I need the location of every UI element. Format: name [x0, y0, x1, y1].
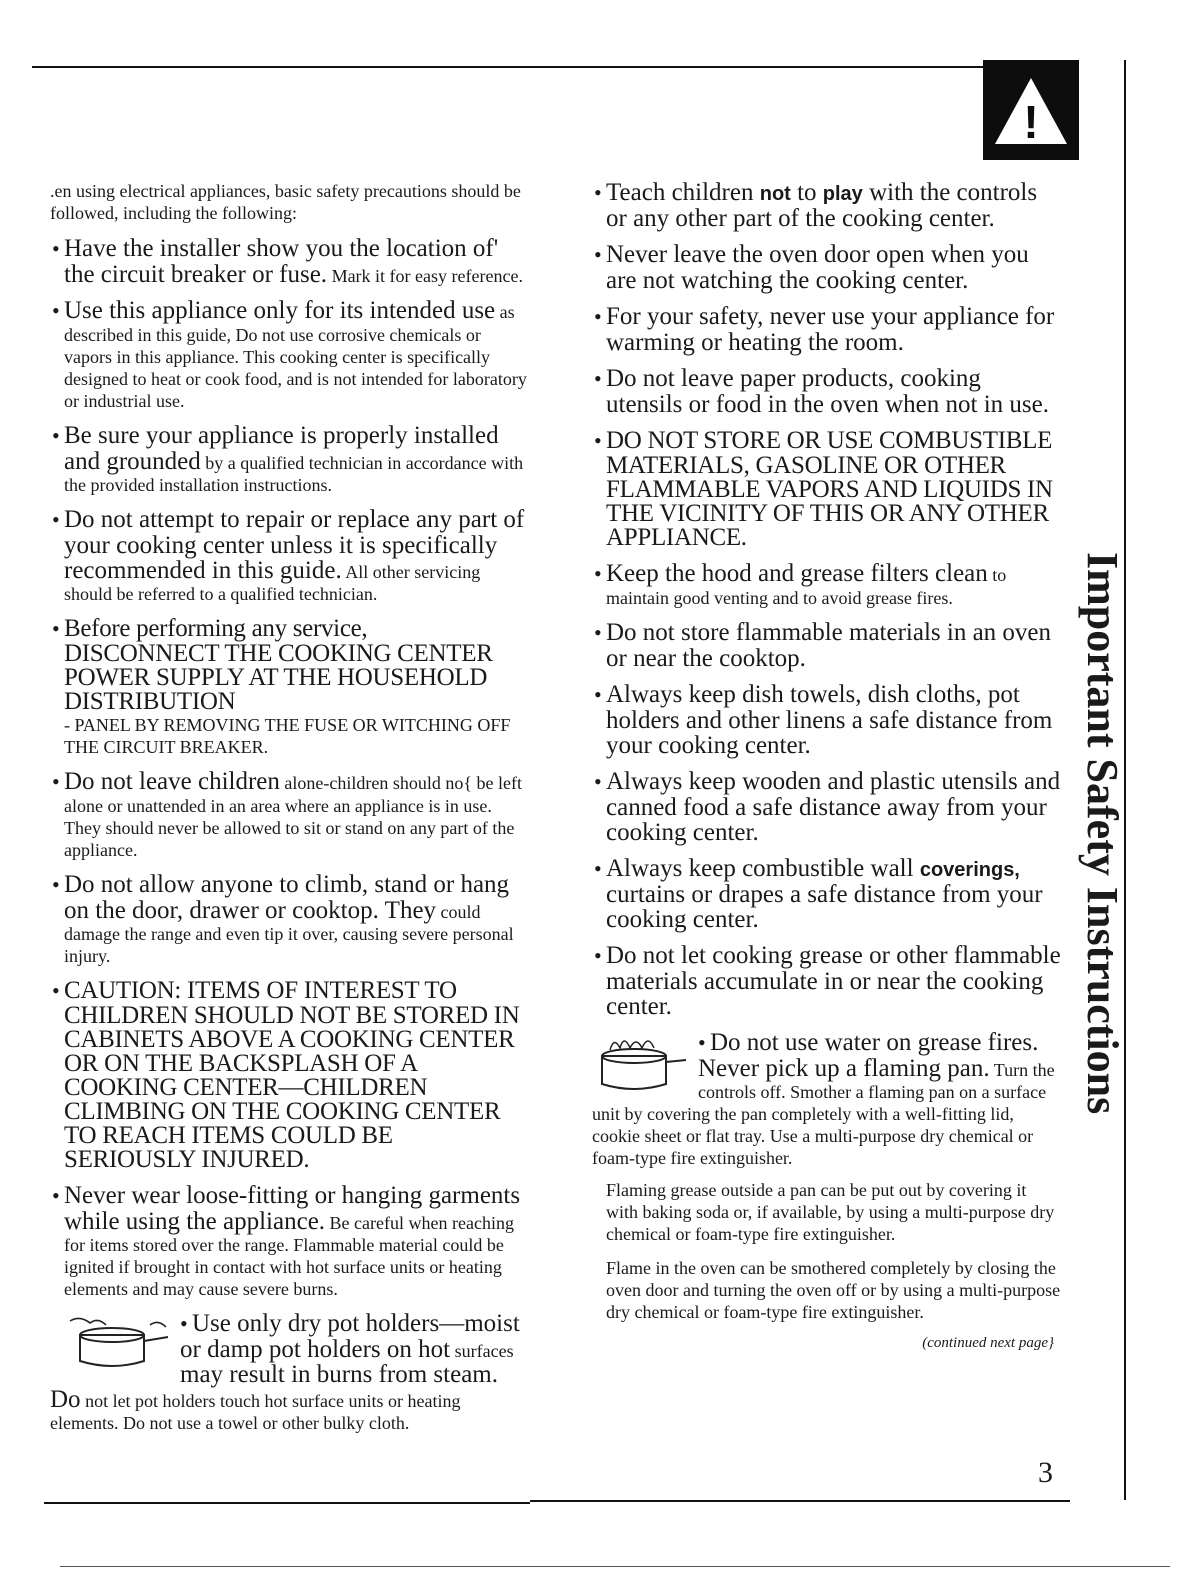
list-item: • Be sure your appliance is properly installed and grounded by a qualified technician in accordance with the provided installation instructions.: [52, 422, 524, 495]
children-warning: • Do not leave children alone-children should no{ be left alone or unattended in an area where an appliance is in use. They should never be allowed to sit or stand on any part of the appliance.: [52, 768, 522, 860]
intro-text: .en using electrical appliances, basic safety precautions should be followed, including the following:: [50, 181, 521, 223]
pot-holder-illustration-icon: [50, 1313, 170, 1373]
warning-triangle-icon: [983, 60, 1079, 160]
hood-item: • Keep the hood and grease filters clean to maintain good venting and to avoid grease fires.: [594, 560, 1007, 608]
garments-warning: • Never wear loose-fitting or hanging garments while using the appliance. Be careful when reaching for items stored over the range. Flammable material could be ignited if brought in contact with hot surface units or heating elements and may cause severe burns.: [52, 1182, 521, 1299]
bottom-rule-right: [530, 1500, 1070, 1502]
warning-block: [983, 60, 1079, 160]
list-item: • For your safety, never use your appliance for warming or heating the room.: [594, 303, 1055, 356]
list-item: • Have the installer show you the location of' the circuit breaker or fuse. Mark it for easy reference.: [52, 235, 523, 288]
grease-accumulate-item: • Do not let cooking grease or other flammable materials accumulate in or near the cooking center.: [594, 942, 1061, 1020]
pot-holder-warning: • Use only dry pot holders—moist or damp pot holders on hot surfaces may result in burns from steam. Do not let pot holders touch hot surface units or heating elements. Do not use a towel or other bulky cloth.: [50, 1311, 520, 1433]
grease-fire-section: [592, 1030, 1062, 1179]
left-column: [50, 180, 528, 1434]
flaming-pan-illustration-icon: [592, 1032, 688, 1094]
disconnect-warning: • Before performing any service, DISCONNECT THE COOKING CENTER POWER SUPPLY AT THE HOUSEHOLD DISTRIBUTION - PANEL BY REMOVING THE FUSE OR WITCHING OFF THE CIRCUIT BREAKER.: [52, 615, 511, 757]
continued-note: (continued next page}: [922, 1335, 1054, 1351]
page-bottom-rule: [60, 1566, 1170, 1567]
list-item: • Always keep wooden and plastic utensils and canned food a safe distance away from your cooking center.: [594, 768, 1061, 846]
wall-coverings-item: • Always keep combustible wall coverings, curtains or drapes a safe distance from your cooking center.: [594, 855, 1043, 933]
climb-warning: • Do not allow anyone to climb, stand or hang on the door, drawer or cooktop. They could damage the range and even tip it over, causing severe personal injury.: [52, 871, 514, 966]
outside-pan-paragraph: Flaming grease outside a pan can be put out by covering it with baking soda or, if available, by using a multi-purpose dry chemical or foam-type fire extinguisher.: [606, 1180, 1055, 1244]
section-tab: [1078, 182, 1126, 1494]
warning-symbol: !: [1023, 96, 1039, 148]
pot-holder-section: [50, 1311, 528, 1434]
caution-warning: • CAUTION: ITEMS OF INTEREST TO CHILDREN SHOULD NOT BE STORED IN CABINETS ABOVE A COOKING CENTER OR ON THE BACKSPLASH OF A COOKING CENTER—CHILDREN CLIMBING ON THE COOKING CENTER TO REACH ITEMS COULD BE SERIOUSLY INJURED.: [52, 977, 520, 1173]
list-item: • Do not leave paper products, cooking utensils or food in the oven when not in use.: [594, 365, 1049, 418]
list-item: • Do not store flammable materials in an oven or near the cooktop.: [594, 619, 1052, 672]
list-item: • Always keep dish towels, dish cloths, pot holders and other linens a safe distance from your cooking center.: [594, 681, 1053, 759]
top-rule: [32, 66, 984, 68]
right-column: [592, 180, 1062, 1352]
combustible-warning: • DO NOT STORE OR USE COMBUSTIBLE MATERIALS, GASOLINE OR OTHER FLAMMABLE VAPORS AND LIQUIDS IN THE VICINITY OF THIS OR ANY OTHER APPLIANCE.: [594, 427, 1053, 551]
page-number: 3: [1038, 1456, 1053, 1489]
water-grease-warning: • Do not use water on grease fires. Never pick up a flaming pan. Turn the controls off. Smother a flaming pan on a surface unit by covering the pan completely with a well-fitting lid, cookie sheet or flat tray. Use a multi-purpose dry chemical or foam-type fire extinguisher.: [592, 1030, 1055, 1168]
oven-flame-paragraph: Flame in the oven can be smothered completely by closing the oven door and turning the oven off or by using a multi-purpose dry chemical or foam-type fire extinguisher.: [606, 1258, 1061, 1322]
teach-children-item: • Teach children not to play with the controls or any other part of the cooking center.: [594, 179, 1038, 232]
bottom-rule-left: [44, 1502, 530, 1504]
list-item: • Use this appliance only for its intended use as described in this guide, Do not use corrosive chemicals or vapors in this appliance. This cooking center is specifically designed to heat or cook food, and is not intended for laboratory or industrial use.: [52, 297, 527, 411]
section-title: Important Safety Instructions: [1078, 552, 1127, 1115]
list-item: • Do not attempt to repair or replace any part of your cooking center unless it is specifically recommended in this guide. All other servicing should be referred to a qualified technician.: [52, 506, 525, 604]
list-item: • Never leave the oven door open when you are not watching the cooking center.: [594, 241, 1029, 294]
